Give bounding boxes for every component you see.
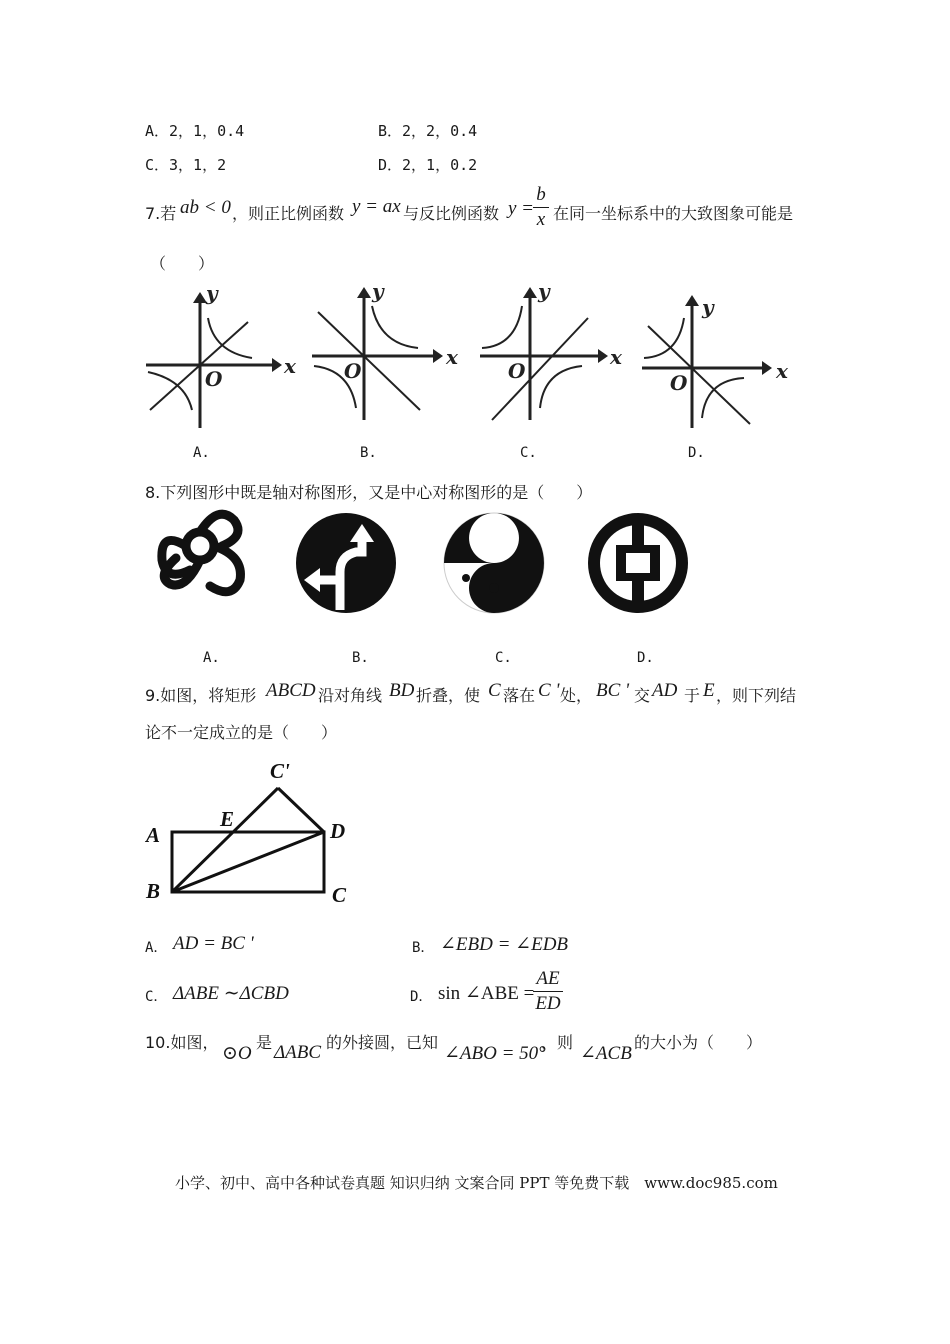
q7-fraction-numerator: b [536, 184, 546, 205]
x-label: x [446, 345, 458, 369]
fraction-numerator: AE [536, 968, 560, 989]
label-c: C [332, 883, 347, 907]
q8-label-d: D. [637, 650, 654, 666]
x-label: x [776, 359, 788, 383]
q9-bd: BD [389, 680, 415, 701]
origin-label: O [508, 359, 526, 383]
q10-text-3: 的外接圆，已知 [326, 1033, 439, 1052]
y-label: y [206, 281, 218, 305]
q9-text-7: 于 [684, 686, 701, 705]
q7-label-d: D. [688, 445, 705, 461]
x-label: x [610, 345, 622, 369]
q10-text-1: 10.如图， [145, 1033, 219, 1052]
q9-option-a: AD = BC ' [173, 933, 254, 954]
q9-c-prime: C ' [538, 680, 560, 701]
q10-circle-o: ⊙O [222, 1043, 252, 1064]
q9-e: E [703, 680, 715, 701]
q8-question: 8.下列图形中既是轴对称图形，又是中心对称图形的是（ ） [145, 483, 593, 502]
q7-prefix: 7.若 [145, 204, 177, 223]
q8-label-a: A. [203, 650, 220, 666]
q7-function-2-lhs: y = [508, 198, 535, 219]
q10-angle-abo: ∠ABO = 50° [444, 1043, 546, 1064]
page-footer: 小学、初中、高中各种试卷真题 知识归纳 文案合同 PPT 等免费下载 www.doc985.com [175, 1174, 778, 1192]
q7-text-2: 与反比例函数 [403, 204, 500, 223]
q10-triangle: ΔABC [274, 1042, 322, 1063]
q9-option-b-label: B． [412, 940, 435, 956]
q9-option-a-label: A． [145, 940, 168, 956]
q9-text-2: 沿对角线 [318, 686, 383, 705]
q9-text-6: 交 [634, 686, 651, 705]
origin-label: O [670, 371, 688, 395]
q10-text-2: 是 [256, 1033, 273, 1052]
q9-option-c-label: C． [145, 989, 168, 1005]
label-c-prime: C' [270, 759, 290, 783]
q7-label-a: A. [193, 445, 210, 461]
origin-label: O [205, 367, 223, 391]
q10-text-5: 的大小为（ ） [634, 1033, 763, 1052]
q9-text-4: 落在 [503, 686, 536, 705]
q7-text-1: ，则正比例函数 [232, 204, 345, 223]
q10-text-4: ，则 [541, 1033, 574, 1052]
q9-option-d-lhs: sin ∠ABE = [438, 983, 535, 1004]
q9-text-line-2: 论不一定成立的是（ ） [145, 723, 338, 742]
q8-label-c: C. [495, 650, 512, 666]
q9-abcd: ABCD [266, 680, 316, 701]
fraction-denominator: ED [535, 993, 561, 1014]
q9-c: C [488, 680, 501, 701]
q9-option-c: ΔABE ∼ΔCBD [173, 983, 289, 1004]
q9-text-3: 折叠，使 [416, 686, 481, 705]
q9-option-d-fraction [533, 968, 563, 1015]
q7-function-1: y = ax [352, 196, 401, 217]
q10-angle-acb: ∠ACB [580, 1043, 632, 1064]
q8-label-b: B. [352, 650, 369, 666]
label-e: E [220, 807, 235, 831]
y-label: y [702, 295, 714, 319]
label-b: B [146, 879, 161, 903]
q7-condition: ab < 0 [180, 197, 231, 218]
q7-fraction-denominator: x [536, 209, 546, 230]
q9-ad: AD [652, 680, 678, 701]
q9-text-1: 9.如图，将矩形 [145, 686, 257, 705]
fraction-bar [533, 991, 563, 992]
q6-option-c: C．3，1，2 [145, 156, 227, 174]
q7-label-c: C. [520, 445, 537, 461]
q7-text-3: 在同一坐标系中的大致图象可能是 [553, 204, 794, 223]
q9-bc-prime: BC ' [596, 680, 630, 701]
y-label: y [538, 279, 550, 303]
label-a: A [146, 823, 161, 847]
q9-option-d-label: D． [410, 989, 433, 1005]
x-label: x [284, 354, 296, 378]
y-label: y [372, 279, 384, 303]
q9-text-8: ，则下列结 [716, 686, 797, 705]
q9-text-5: 处， [560, 686, 593, 705]
diagonal-bd [172, 832, 324, 892]
segment-bc-prime [172, 788, 278, 892]
origin-label: O [344, 359, 362, 383]
q6-option-d: D．2，1，0.2 [378, 156, 478, 174]
q9-option-b: ∠EBD = ∠EDB [440, 934, 569, 955]
segment-c-prime-d [278, 788, 324, 832]
q7-label-b: B. [360, 445, 377, 461]
q6-option-b: B．2，2，0.4 [378, 122, 478, 140]
q6-option-a: A．2，1，0.4 [145, 122, 245, 140]
q7-answer-paren: （ ） [150, 254, 215, 273]
label-d: D [330, 819, 346, 843]
